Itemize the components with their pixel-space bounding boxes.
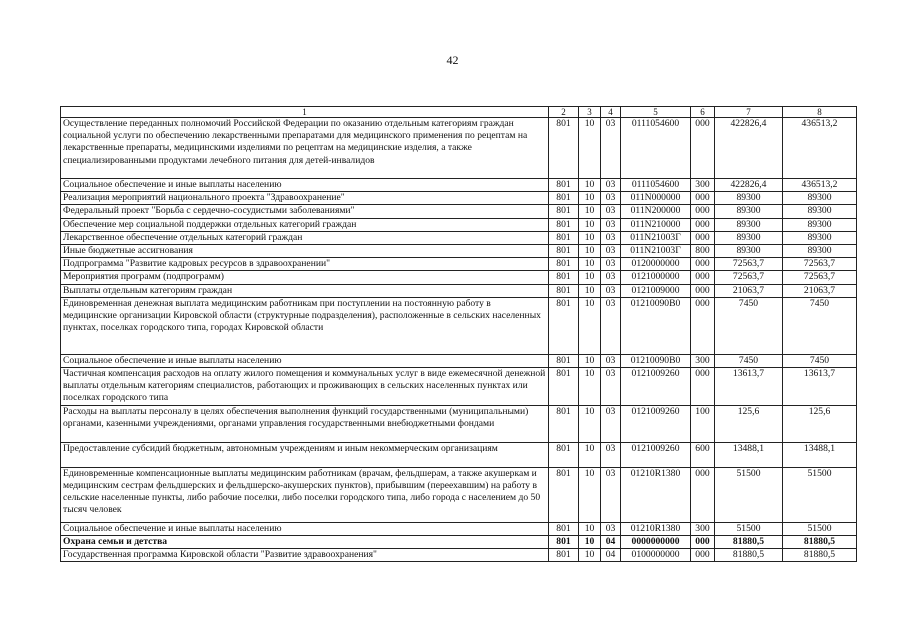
row-amount-year1-cell: 7450 [715, 297, 783, 354]
row-section-cell: 10 [579, 442, 601, 467]
row-code-cell: 801 [549, 218, 579, 231]
table-row [61, 284, 857, 297]
row-code-cell: 801 [549, 535, 579, 548]
table-row [61, 442, 857, 467]
row-target-cell: 0100000000 [621, 549, 691, 562]
row-amount-year1-cell: 89300 [715, 205, 783, 218]
row-amount-year2-cell: 13488,1 [783, 442, 857, 467]
header-row [61, 107, 857, 118]
row-target-cell: 0111054600 [621, 179, 691, 192]
row-expense-type-cell: 800 [691, 245, 715, 258]
row-expense-type-cell: 000 [691, 297, 715, 354]
row-subsection-cell: 03 [601, 368, 621, 406]
row-target-cell: 01210090В0 [621, 297, 691, 354]
row-subsection-cell: 03 [601, 271, 621, 284]
row-section-cell: 10 [579, 354, 601, 367]
row-expense-type-cell: 300 [691, 179, 715, 192]
row-amount-year2-cell: 436513,2 [783, 118, 857, 179]
row-subsection-cell: 03 [601, 218, 621, 231]
row-code-cell: 801 [549, 271, 579, 284]
row-subsection-cell: 03 [601, 442, 621, 467]
row-amount-year2-cell: 89300 [783, 205, 857, 218]
row-target-cell: 0121009260 [621, 442, 691, 467]
row-section-cell: 10 [579, 297, 601, 354]
row-code-cell: 801 [549, 258, 579, 271]
row-code-cell: 801 [549, 467, 579, 522]
row-amount-year2-cell: 89300 [783, 218, 857, 231]
row-amount-year1-cell: 13613,7 [715, 368, 783, 406]
row-section-cell: 10 [579, 192, 601, 205]
row-amount-year2-cell: 89300 [783, 245, 857, 258]
row-code-cell: 801 [549, 368, 579, 406]
row-section-cell: 10 [579, 284, 601, 297]
row-subsection-cell: 04 [601, 535, 621, 548]
row-target-cell: 0121009260 [621, 405, 691, 442]
row-section-cell: 10 [579, 245, 601, 258]
row-subsection-cell: 03 [601, 231, 621, 244]
row-code-cell: 801 [549, 192, 579, 205]
row-name-cell: Социальное обеспечение и иные выплаты населению [61, 522, 549, 535]
row-code-cell: 801 [549, 284, 579, 297]
row-expense-type-cell: 000 [691, 284, 715, 297]
header-cell: 4 [601, 107, 621, 118]
row-name-cell: Выплаты отдельным категориям граждан [61, 284, 549, 297]
row-name-cell: Социальное обеспечение и иные выплаты населению [61, 179, 549, 192]
row-expense-type-cell: 000 [691, 368, 715, 406]
row-name-cell: Осуществление переданных полномочий Российской Федерации по оказанию отдельным категориям граждан социальной услуги по обеспечению лекарственными препаратами для медицинского применения по рецептам на лекарственные препараты, медицинскими изделиями по рецептам на медицинские изделия, а также специализированными продуктами лечебного питания для детей-инвалидов [61, 118, 549, 179]
row-expense-type-cell: 000 [691, 535, 715, 548]
header-cell: 6 [691, 107, 715, 118]
row-code-cell: 801 [549, 179, 579, 192]
page-number: 42 [446, 53, 459, 67]
row-amount-year1-cell: 72563,7 [715, 271, 783, 284]
row-subsection-cell: 03 [601, 258, 621, 271]
row-name-cell: Единовременная денежная выплата медицинским работникам при поступлении на постоянную работу в медицинские организации Кировской области (структурные подразделения), расположенные в сельских населенных пунктах, поселках городского типа, городах Кировской области [61, 297, 549, 354]
row-target-cell: 011N200000 [621, 205, 691, 218]
row-amount-year1-cell: 81880,5 [715, 535, 783, 548]
row-section-cell: 10 [579, 368, 601, 406]
table-row [61, 179, 857, 192]
row-target-cell: 01210R1380 [621, 467, 691, 522]
row-subsection-cell: 03 [601, 192, 621, 205]
row-amount-year2-cell: 436513,2 [783, 179, 857, 192]
row-code-cell: 801 [549, 549, 579, 562]
row-expense-type-cell: 100 [691, 405, 715, 442]
row-section-cell: 10 [579, 522, 601, 535]
row-section-cell: 10 [579, 231, 601, 244]
row-section-cell: 10 [579, 118, 601, 179]
row-code-cell: 801 [549, 442, 579, 467]
row-name-cell: Подпрограмма "Развитие кадровых ресурсов в здравоохранении" [61, 258, 549, 271]
row-target-cell: 011N000000 [621, 192, 691, 205]
table-row [61, 245, 857, 258]
row-subsection-cell: 03 [601, 284, 621, 297]
row-expense-type-cell: 600 [691, 442, 715, 467]
budget-table [60, 106, 857, 562]
row-code-cell: 801 [549, 231, 579, 244]
row-expense-type-cell: 000 [691, 231, 715, 244]
row-target-cell: 0000000000 [621, 535, 691, 548]
row-code-cell: 801 [549, 522, 579, 535]
row-expense-type-cell: 000 [691, 205, 715, 218]
row-section-cell: 10 [579, 218, 601, 231]
row-target-cell: 0111054600 [621, 118, 691, 179]
row-amount-year2-cell: 7450 [783, 354, 857, 367]
row-expense-type-cell: 000 [691, 258, 715, 271]
row-amount-year2-cell: 125,6 [783, 405, 857, 442]
table-row [61, 535, 857, 548]
row-code-cell: 801 [549, 245, 579, 258]
table-row [61, 118, 857, 179]
row-expense-type-cell: 000 [691, 118, 715, 179]
header-cell: 1 [61, 107, 549, 118]
row-section-cell: 10 [579, 258, 601, 271]
row-amount-year1-cell: 422826,4 [715, 118, 783, 179]
row-target-cell: 0121000000 [621, 271, 691, 284]
row-target-cell: 01210R1380 [621, 522, 691, 535]
row-name-cell: Лекарственное обеспечение отдельных категорий граждан [61, 231, 549, 244]
table-row [61, 549, 857, 562]
row-amount-year1-cell: 422826,4 [715, 179, 783, 192]
row-amount-year1-cell: 21063,7 [715, 284, 783, 297]
row-code-cell: 801 [549, 118, 579, 179]
row-expense-type-cell: 300 [691, 522, 715, 535]
row-target-cell: 0121009260 [621, 368, 691, 406]
table-row [61, 368, 857, 406]
table-row [61, 218, 857, 231]
row-code-cell: 801 [549, 405, 579, 442]
table-row [61, 467, 857, 522]
table-row [61, 271, 857, 284]
row-target-cell: 01210090В0 [621, 354, 691, 367]
row-section-cell: 10 [579, 549, 601, 562]
row-name-cell: Единовременные компенсационные выплаты медицинским работникам (врачам, фельдшерам, а также акушеркам и медицинским сестрам фельдшерских и фельдшерско-акушерских пунктов), прибывшим (переехавшим) на работу в сельские населенные пункты, либо рабочие поселки, либо поселки городского типа, либо города с населением до 50 тысяч человек [61, 467, 549, 522]
row-amount-year1-cell: 51500 [715, 467, 783, 522]
row-amount-year2-cell: 81880,5 [783, 535, 857, 548]
row-code-cell: 801 [549, 297, 579, 354]
row-amount-year1-cell: 51500 [715, 522, 783, 535]
row-subsection-cell: 03 [601, 179, 621, 192]
row-target-cell: 011N21003Г [621, 231, 691, 244]
row-subsection-cell: 03 [601, 245, 621, 258]
header-cell: 2 [549, 107, 579, 118]
header-cell: 3 [579, 107, 601, 118]
row-amount-year1-cell: 81880,5 [715, 549, 783, 562]
row-name-cell: Федеральный проект "Борьба с сердечно-сосудистыми заболеваниями" [61, 205, 549, 218]
table-row [61, 354, 857, 367]
row-name-cell: Частичная компенсация расходов на оплату жилого помещения и коммунальных услуг в виде ежемесячной денежной выплаты отдельным категориям специалистов, работающих и проживающих в сельских населенных пунктах или поселках городского типа [61, 368, 549, 406]
row-subsection-cell: 04 [601, 549, 621, 562]
row-amount-year1-cell: 7450 [715, 354, 783, 367]
row-target-cell: 0121009000 [621, 284, 691, 297]
row-section-cell: 10 [579, 205, 601, 218]
header-cell: 5 [621, 107, 691, 118]
row-name-cell: Расходы на выплаты персоналу в целях обеспечения выполнения функций государственными (муниципальными) органами, казенными учреждениями, органами управления государственными внебюджетными фондами [61, 405, 549, 442]
row-amount-year2-cell: 89300 [783, 192, 857, 205]
row-subsection-cell: 03 [601, 118, 621, 179]
row-subsection-cell: 03 [601, 467, 621, 522]
row-name-cell: Реализация мероприятий национального проекта "Здравоохранение" [61, 192, 549, 205]
table-row [61, 192, 857, 205]
row-section-cell: 10 [579, 405, 601, 442]
table-row [61, 231, 857, 244]
table-row [61, 258, 857, 271]
header-cell: 8 [783, 107, 857, 118]
row-target-cell: 011N210000 [621, 218, 691, 231]
row-code-cell: 801 [549, 205, 579, 218]
row-name-cell: Обеспечение мер социальной поддержки отдельных категорий граждан [61, 218, 549, 231]
row-subsection-cell: 03 [601, 405, 621, 442]
row-subsection-cell: 03 [601, 205, 621, 218]
row-target-cell: 0120000000 [621, 258, 691, 271]
row-amount-year2-cell: 72563,7 [783, 258, 857, 271]
row-name-cell: Социальное обеспечение и иные выплаты населению [61, 354, 549, 367]
row-name-cell: Государственная программа Кировской области "Развитие здравоохранения" [61, 549, 549, 562]
table-row [61, 522, 857, 535]
table-row [61, 297, 857, 354]
table-row [61, 205, 857, 218]
table-row [61, 405, 857, 442]
row-amount-year1-cell: 89300 [715, 245, 783, 258]
row-section-cell: 10 [579, 467, 601, 522]
row-subsection-cell: 03 [601, 522, 621, 535]
row-amount-year1-cell: 89300 [715, 192, 783, 205]
row-expense-type-cell: 300 [691, 354, 715, 367]
row-amount-year2-cell: 72563,7 [783, 271, 857, 284]
row-amount-year2-cell: 81880,5 [783, 549, 857, 562]
row-name-cell: Иные бюджетные ассигнования [61, 245, 549, 258]
row-expense-type-cell: 000 [691, 549, 715, 562]
row-section-cell: 10 [579, 271, 601, 284]
row-amount-year2-cell: 51500 [783, 467, 857, 522]
row-expense-type-cell: 000 [691, 192, 715, 205]
row-section-cell: 10 [579, 179, 601, 192]
row-amount-year1-cell: 89300 [715, 218, 783, 231]
row-amount-year1-cell: 89300 [715, 231, 783, 244]
row-section-cell: 10 [579, 535, 601, 548]
row-amount-year1-cell: 125,6 [715, 405, 783, 442]
row-subsection-cell: 03 [601, 354, 621, 367]
row-target-cell: 011N21003Г [621, 245, 691, 258]
row-expense-type-cell: 000 [691, 271, 715, 284]
row-amount-year2-cell: 21063,7 [783, 284, 857, 297]
row-amount-year2-cell: 13613,7 [783, 368, 857, 406]
row-name-cell: Мероприятия программ (подпрограмм) [61, 271, 549, 284]
row-name-cell: Предоставление субсидий бюджетным, автономным учреждениям и иным некоммерческим организациям [61, 442, 549, 467]
row-amount-year1-cell: 72563,7 [715, 258, 783, 271]
row-name-cell: Охрана семьи и детства [61, 535, 549, 548]
row-expense-type-cell: 000 [691, 218, 715, 231]
row-amount-year2-cell: 7450 [783, 297, 857, 354]
row-code-cell: 801 [549, 354, 579, 367]
row-amount-year2-cell: 89300 [783, 231, 857, 244]
row-amount-year1-cell: 13488,1 [715, 442, 783, 467]
row-amount-year2-cell: 51500 [783, 522, 857, 535]
header-cell: 7 [715, 107, 783, 118]
row-expense-type-cell: 000 [691, 467, 715, 522]
row-subsection-cell: 03 [601, 297, 621, 354]
